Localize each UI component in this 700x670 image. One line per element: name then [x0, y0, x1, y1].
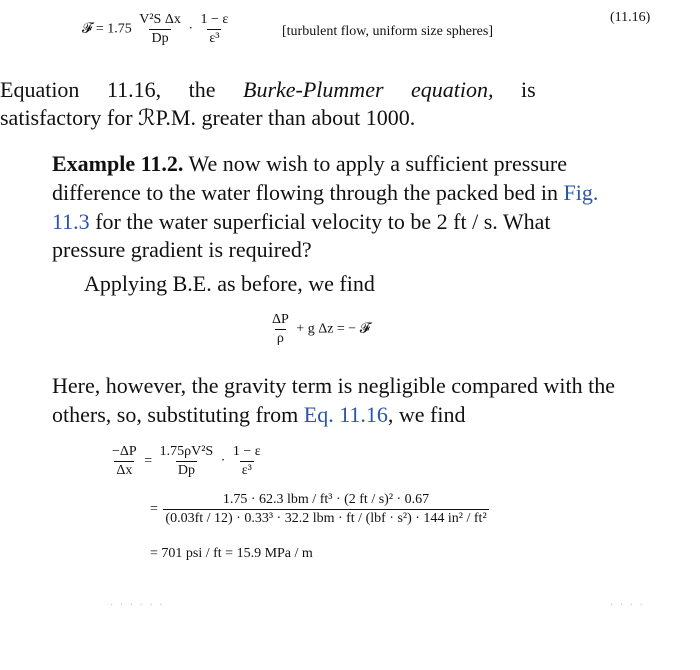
example-text: We now wish to apply a sufficient pressure: [183, 151, 567, 176]
be-equation: [268, 312, 370, 347]
result-fraction-2: [231, 444, 263, 479]
be-fraction: [270, 312, 291, 347]
eq-condition: [turbulent flow, uniform size spheres]: [282, 24, 493, 39]
result-dot: ·: [220, 453, 226, 469]
example-line2: [52, 179, 598, 207]
para1-word: Equation: [0, 77, 80, 102]
result-numeric-den: (0.03ft / 12) · 0.33³ · 32.2 lbm · ft / (lbf · s²) · 144 in² / ft²: [165, 511, 487, 526]
result-eq-line3: = 701 psi / ft = 15.9 MPa / m: [150, 546, 313, 561]
example-label: Example 11.2.: [52, 151, 184, 176]
paragraph-burke-plummer: [0, 76, 700, 104]
be-fraction-den: ρ: [276, 331, 284, 346]
eq-fraction-1-num: V²S Δx: [139, 12, 181, 27]
result-fraction-1-num: 1.75ρV²S: [159, 444, 214, 459]
result-lhs-num: −ΔP: [112, 444, 137, 459]
result-fraction-1: [158, 444, 216, 479]
result-equals: =: [144, 453, 153, 469]
faint-artifact-left: · · · · · ·: [110, 600, 165, 611]
result-fraction-2-num: 1 − ε: [232, 444, 261, 459]
example-line1: [52, 150, 567, 178]
para1-term: Burke-Plummer: [243, 77, 384, 102]
example-line4: pressure gradient is required?: [52, 237, 312, 262]
eq-lhs: 𝓕 = 1.75: [82, 21, 132, 37]
fig-link-number[interactable]: 11.3: [52, 209, 90, 234]
para2-line2: [52, 401, 466, 429]
example-line5: Applying B.E. as before, we find: [84, 271, 375, 296]
para1-word: the: [188, 77, 216, 102]
para1-word: is: [521, 77, 536, 102]
para1-line2: satisfactory for ℛP.M. greater than about 1000.: [0, 105, 416, 130]
be-rest: + g Δz = − 𝓕: [296, 321, 371, 337]
fig-link[interactable]: Fig.: [563, 180, 599, 205]
para1-term: equation,: [411, 77, 494, 102]
eq-link[interactable]: Eq. 11.16: [303, 402, 388, 427]
result-fraction-2-den: ε³: [241, 463, 252, 478]
result-numeric-fraction: [163, 492, 488, 527]
eq-fraction-1-den: Dp: [151, 31, 169, 46]
eq-number: (11.16): [610, 10, 651, 25]
para2-text: others, so, substituting from: [52, 402, 304, 427]
example-text: for the water superficial velocity to be 2 ft / s. What: [89, 209, 551, 234]
eq-fraction-2: [199, 12, 231, 47]
example-line3: [52, 208, 551, 236]
result-equals-2: =: [150, 501, 158, 517]
result-eq-line1: [108, 444, 265, 479]
result-lhs-den: Δx: [116, 463, 133, 478]
eq-fraction-2-num: 1 − ε: [200, 12, 229, 27]
para2-text: , we find: [387, 402, 466, 427]
para1-word: 11.16,: [106, 77, 162, 102]
result-eq-line2: [150, 492, 491, 527]
result-lhs: [110, 444, 139, 479]
eq-dot: ·: [188, 21, 194, 37]
para2-line1: Here, however, the gravity term is negligible compared with the: [52, 373, 615, 398]
eq-fraction-1: [137, 12, 183, 47]
be-fraction-num: ΔP: [272, 312, 289, 327]
example-text: difference to the water flowing through the packed bed in: [52, 180, 564, 205]
result-numeric-num: 1.75 · 62.3 lbm / ft³ · (2 ft / s)² · 0.67: [222, 492, 430, 507]
faint-artifact-right: · · · ·: [610, 600, 645, 611]
equation-11-16: [82, 12, 232, 47]
eq-fraction-2-den: ε³: [209, 31, 220, 46]
result-fraction-1-den: Dp: [177, 463, 195, 478]
